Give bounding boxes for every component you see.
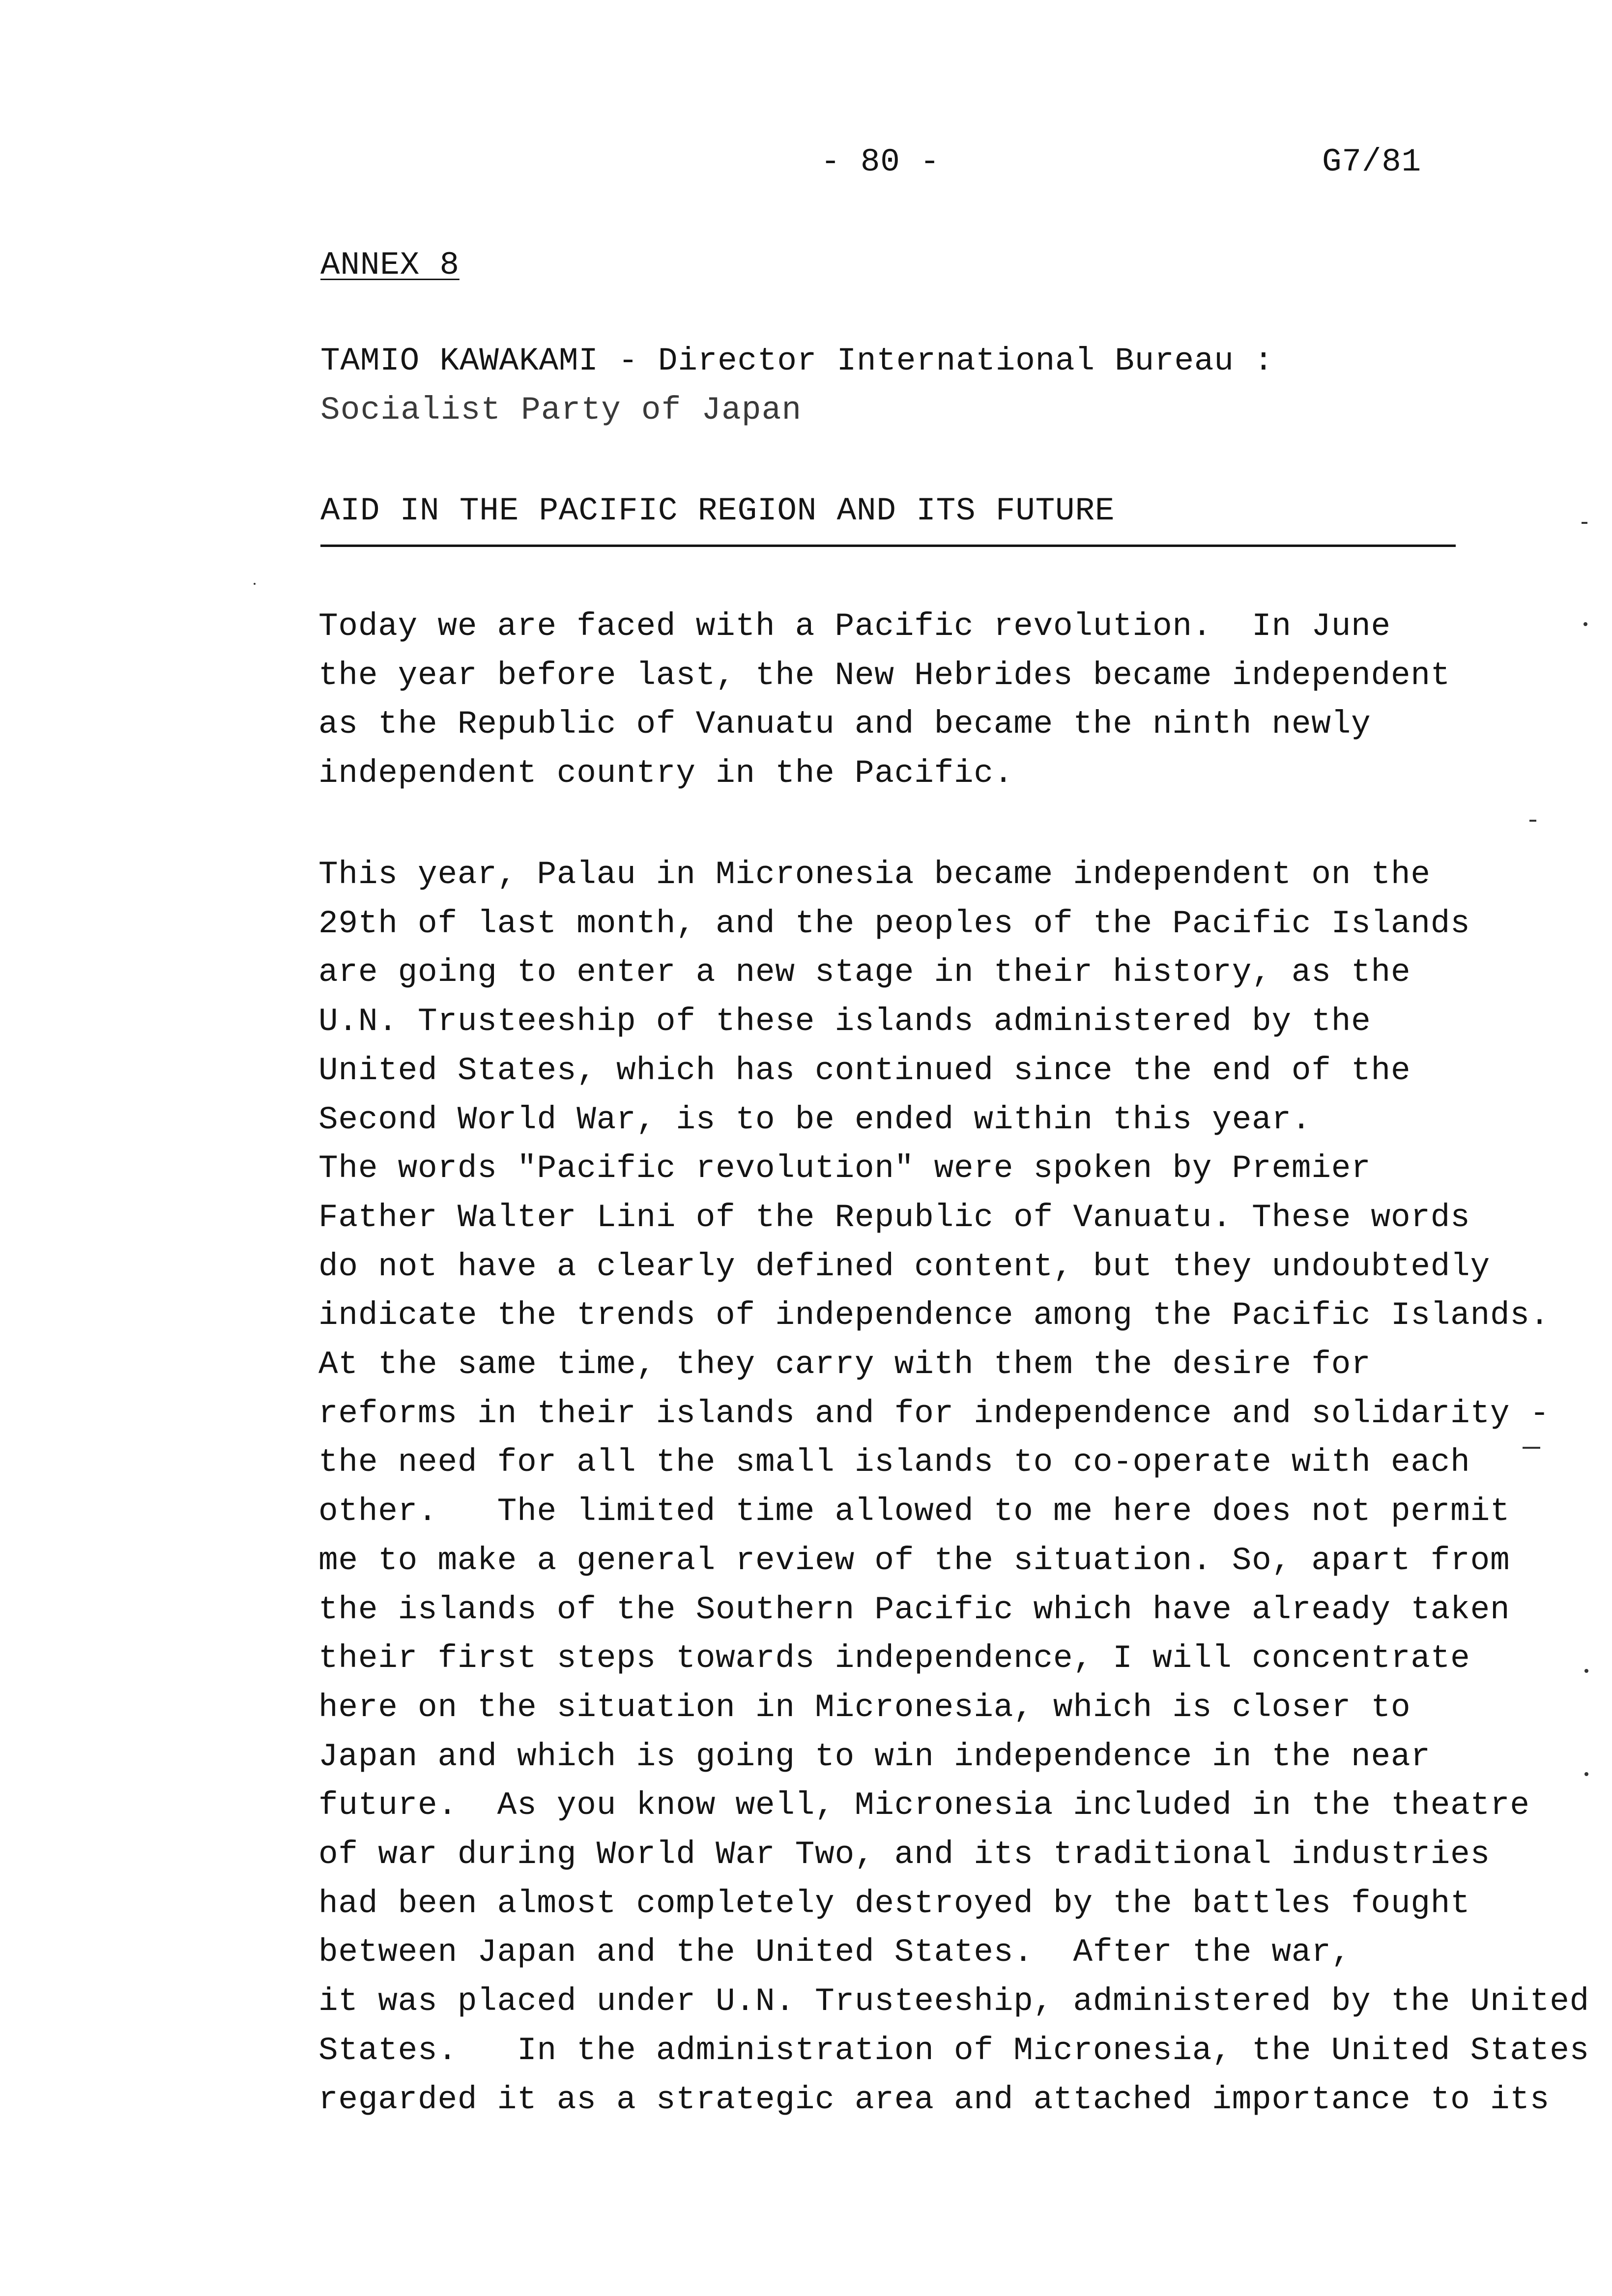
body-paragraph-2: This year, Palau in Micronesia became independent on the 29th of last month, and the peoples of the Pacific Islands are going to enter a new stage in their history, as the U.N. Trusteeship of these islands administered by the United States, which has continued since the end of the Second World War, is to be ended within this year. The words "Pacific revolution" were spoken by Premier Father Walter Lini of the Republic of Vanuatu. These words do not have a clearly defined content, but they undoubtedly indicate the trends of independence among the Pacific Islands. At the same time, they carry with them the desire for reforms in their islands and for independence and solidarity - the need for all the small islands to co-operate with each other. The limited time allowed to me here does not permit me to make a general review of the situation. So, apart from the islands of the Southern Pacific which have already taken their first steps towards independence, I will concentrate here on the situation in Micronesia, which is closer to Japan and which is going to win independence in the near future. As you know well, Micronesia included in the theatre of war during World War Two, and its traditional industries had been almost completely destroyed by the battles fought between Japan and the United States. After the war, it was placed under U.N. Trusteeship, administered by the United States. In the administration of Micronesia, the United States regarded it as a strategic area and attached importance to its: [318, 856, 1590, 2118]
margin-scan-mark: [1529, 820, 1536, 822]
document-reference: G7/81: [1322, 144, 1422, 180]
margin-scan-mark: [1584, 1669, 1588, 1673]
body-paragraph-1: Today we are faced with a Pacific revolution. In June the year before last, the New Hebrides became independent as the Republic of Vanuatu and became the ninth newly independent country in the Pacific.: [318, 608, 1451, 792]
author-affiliation: Socialist Party of Japan: [320, 392, 802, 429]
heading-underline-rule: [320, 545, 1456, 547]
margin-scan-mark: [1582, 522, 1587, 524]
section-heading: AID IN THE PACIFIC REGION AND ITS FUTURE: [320, 492, 1115, 529]
margin-scan-mark: [254, 583, 256, 585]
margin-scan-mark: [1583, 622, 1587, 626]
page-number: - 80 -: [821, 144, 940, 180]
margin-scan-mark: [1584, 1772, 1588, 1776]
annex-label: ANNEX 8: [320, 247, 460, 284]
author-name-title: TAMIO KAWAKAMI - Director International Bureau :: [320, 343, 1274, 379]
margin-scan-mark: [1523, 1447, 1540, 1449]
